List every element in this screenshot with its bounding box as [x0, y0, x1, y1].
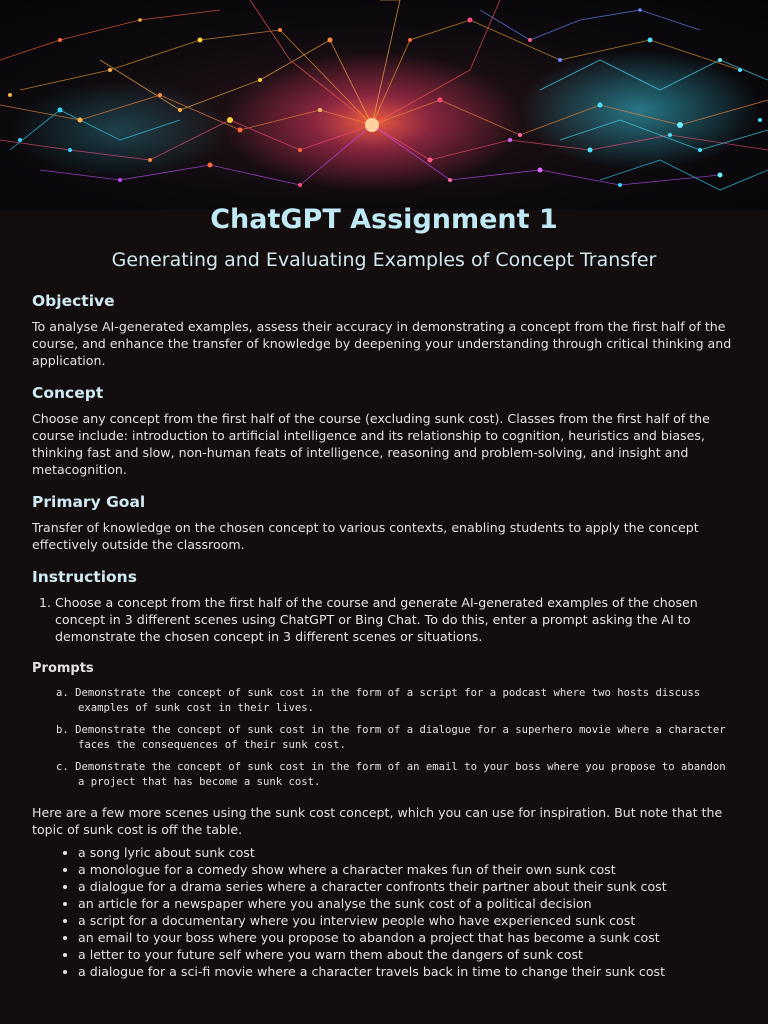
scene-item: • a song lyric about sunk cost [78, 844, 738, 861]
objective-heading: Objective [32, 292, 115, 310]
scene-item: • a monologue for a comedy show where a character makes fun of their own sunk cost [78, 861, 738, 878]
primary-goal-section [32, 493, 738, 553]
hero-banner-image [0, 0, 768, 210]
scene-item: • a letter to your future self where you warn them about the dangers of sunk cost [78, 946, 738, 963]
primary-goal-text: Transfer of knowledge on the chosen concept to various contexts, enabling students to apply the concept effectively outside the classroom. [32, 520, 699, 552]
prompts-heading: Prompts [32, 661, 94, 676]
more-scenes-list [32, 844, 738, 980]
instructions-list [32, 594, 738, 645]
prompt-item: b. Demonstrate the concept of sunk cost in the form of a dialogue for a superhero movie where a character faces the consequences of their sunk cost. [56, 724, 726, 751]
prompts-list [32, 686, 738, 790]
instructions-section [32, 568, 738, 980]
scene-item: • an email to your boss where you propose to abandon a project that has become a sunk cost [78, 929, 738, 946]
scene-item: • a script for a documentary where you interview people who have experienced sunk cost [78, 912, 738, 929]
scene-item: • a dialogue for a drama series where a character confronts their partner about their sunk cost [78, 878, 738, 895]
neural-network-illustration [0, 0, 768, 210]
primary-goal-heading: Primary Goal [32, 493, 146, 511]
more-scenes-intro: Here are a few more scenes using the sunk cost concept, which you can use for inspiration. But note that the topic of sunk cost is off the table. [32, 805, 723, 837]
document-body [32, 292, 738, 980]
scene-item: • an article for a newspaper where you analyse the sunk cost of a political decision [78, 895, 738, 912]
objective-text: To analyse AI-generated examples, assess their accuracy in demonstrating a concept from the first half of the course, and enhance the transfer of knowledge by deepening your understanding through critical thinking and application. [32, 319, 732, 368]
concept-heading: Concept [32, 384, 104, 402]
scene-item: • a dialogue for a sci-fi movie where a character travels back in time to change their sunk cost [78, 963, 738, 980]
concept-section [32, 384, 738, 478]
instruction-step: 1. Choose a concept from the first half of the course and generate AI-generated examples of the chosen concept in 3 different scenes using ChatGPT or Bing Chat. To do this, enter a prompt asking the AI to demonstrate the chosen concept in 3 different scenes or situations. [55, 594, 738, 645]
prompt-item: a. Demonstrate the concept of sunk cost in the form of a script for a podcast where two hosts discuss examples of sunk cost in their lives. [56, 687, 701, 714]
page-title: ChatGPT Assignment 1 [210, 204, 558, 235]
objective-section [32, 292, 738, 369]
prompt-item: c. Demonstrate the concept of sunk cost in the form of an email to your boss where you propose to abandon a project that has become a sunk cost. [56, 761, 726, 788]
instructions-heading: Instructions [32, 568, 137, 586]
concept-text: Choose any concept from the first half of the course (excluding sunk cost). Classes from the first half of the course include: introduction to artificial intelligence and its relationship to cognition, heuristics and biases, thinking fast and slow, non-human feats of intelligence, reasoning and problem-solving, and insight and metacognition. [32, 411, 710, 477]
page-subtitle: Generating and Evaluating Examples of Concept Transfer [111, 249, 657, 271]
